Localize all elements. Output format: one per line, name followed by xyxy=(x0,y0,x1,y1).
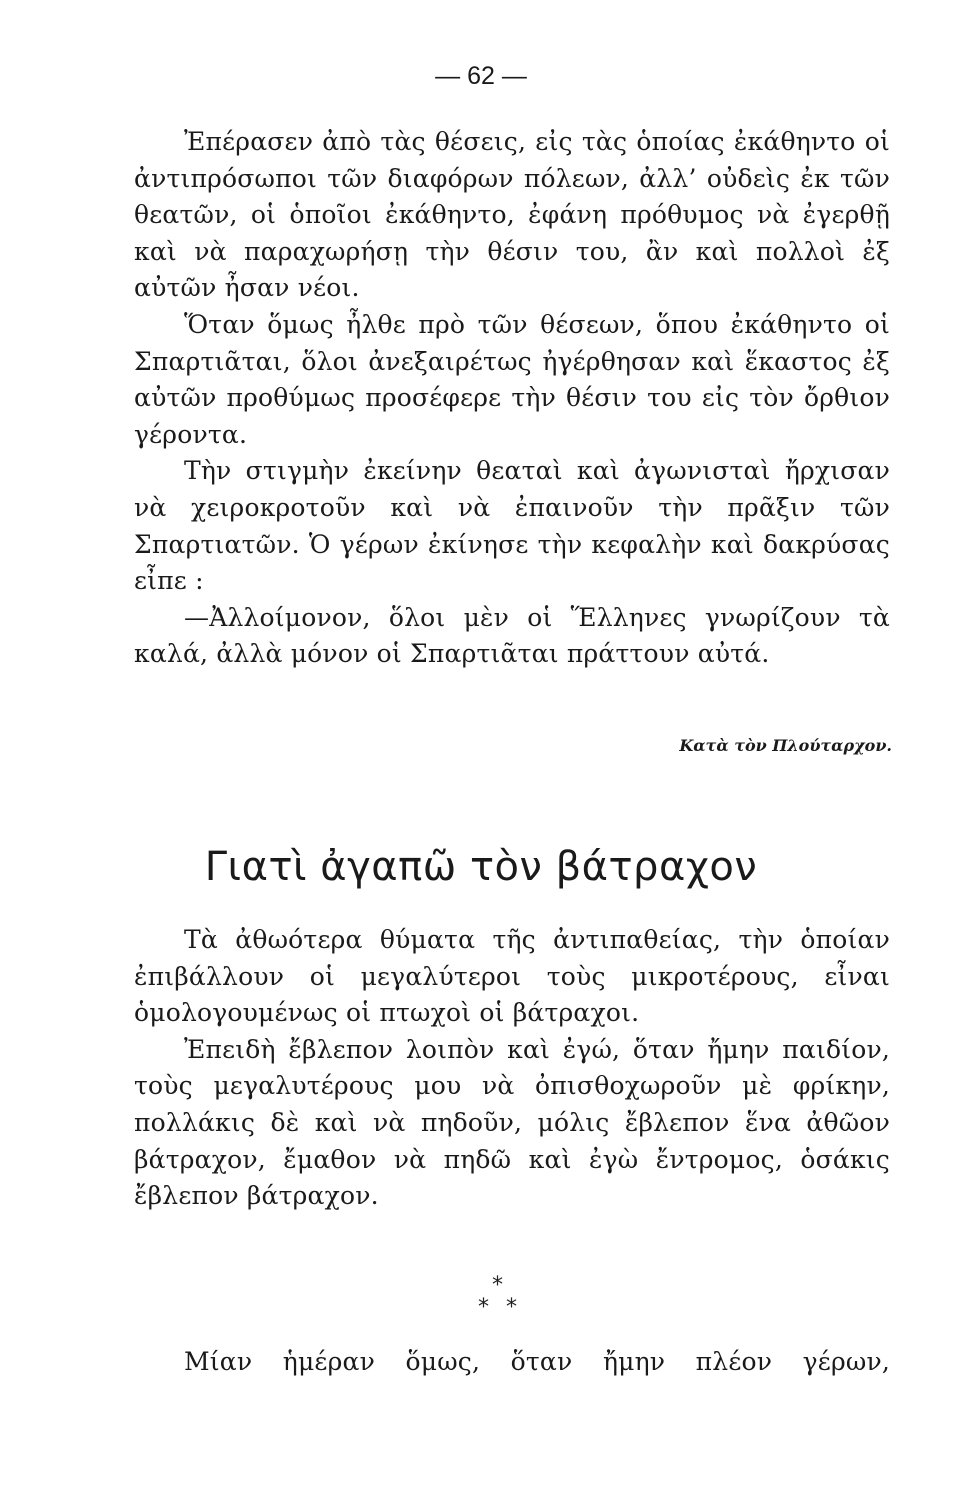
continuing-text xyxy=(134,1344,890,1381)
asterism-separator xyxy=(474,1273,534,1333)
asterisk: * xyxy=(506,1295,517,1320)
paragraph: Ἐπειδὴ ἔβλεπον λοιπὸν καὶ ἐγώ, ὅταν ἤμην παιδίον, τοὺς μεγαλυτέρους μου νὰ ὀπισθοχωροῦν μὲ φρίκην, πολλάκις δὲ καὶ νὰ πηδοῦν, μόλις ἔβλεπον ἕνα ἀθῶον βάτραχον, ἔμαθον νὰ πηδῶ καὶ ἐγὼ ἔντρομος, ὁσάκις ἔβλεπον βάτραχον. xyxy=(134,1034,890,1211)
attribution: Κατὰ τὸν Πλούταρχον. xyxy=(679,736,892,755)
paragraph: Ὅταν ὅμως ἦλθε πρὸ τῶν θέσεων, ὅπου ἐκάθηντο οἱ Σπαρτιᾶται, ὅλοι ἀνεξαιρέτως ἠγέρθησαν καὶ ἕκαστος ἐξ αὐτῶν προθύμως προσέφερε τὴν θέσιν του εἰς τὸν ὄρθιον γέροντα. xyxy=(134,309,890,449)
story-title: Γιατὶ ἀγαπῶ τὸν βάτραχον xyxy=(204,844,758,890)
asterisk: * xyxy=(492,1273,503,1298)
paragraph: Τὴν στιγμὴν ἐκείνην θεαταὶ καὶ ἀγωνισταὶ ἤρχισαν νὰ χειροκροτοῦν καὶ νὰ ἐπαινοῦν τὴν πρᾶξιν τῶν Σπαρτιατῶν. Ὁ γέρων ἐκίνησε τὴν κεφαλὴν καὶ δακρύσας εἶπε : xyxy=(134,456,890,596)
paragraph: Μίαν ἡμέραν ὅμως, ὅταν ἤμην πλέον γέρων, xyxy=(184,1347,890,1376)
asterisk: * xyxy=(478,1295,489,1320)
page-number: — 62 — xyxy=(435,62,527,90)
paragraph: Τὰ ἀθωότερα θύματα τῆς ἀντιπαθείας, τὴν ὁποίαν ἐπιβάλλουν οἱ μεγαλύτεροι τοὺς μικροτέρους, εἶναι ὁμολογουμένως οἱ πτωχοὶ οἱ βάτραχοι. xyxy=(134,925,890,1028)
story-one-text xyxy=(134,124,890,673)
story-two-text xyxy=(134,922,890,1215)
paragraph: Ἐπέρασεν ἀπὸ τὰς θέσεις, εἰς τὰς ὁποίας ἐκάθηντο οἱ ἀντιπρόσωποι τῶν διαφόρων πόλεων, ἀλλ’ οὐδεὶς ἐκ τῶν θεατῶν, οἱ ὁποῖοι ἐκάθηντο, ἐφάνη πρόθυμος νὰ ἐγερθῇ καὶ νὰ παραχωρήσῃ τὴν θέσιν του, ἂν καὶ πολλοὶ ἐξ αὐτῶν ἦσαν νέοι. xyxy=(134,127,890,303)
dialogue-paragraph: —Ἀλλοίμονον, ὅλοι μὲν οἱ Ἕλληνες γνωρίζουν τὰ καλά, ἀλλὰ μόνον οἱ Σπαρτιᾶται πράττουν αὐτά. xyxy=(134,602,890,669)
